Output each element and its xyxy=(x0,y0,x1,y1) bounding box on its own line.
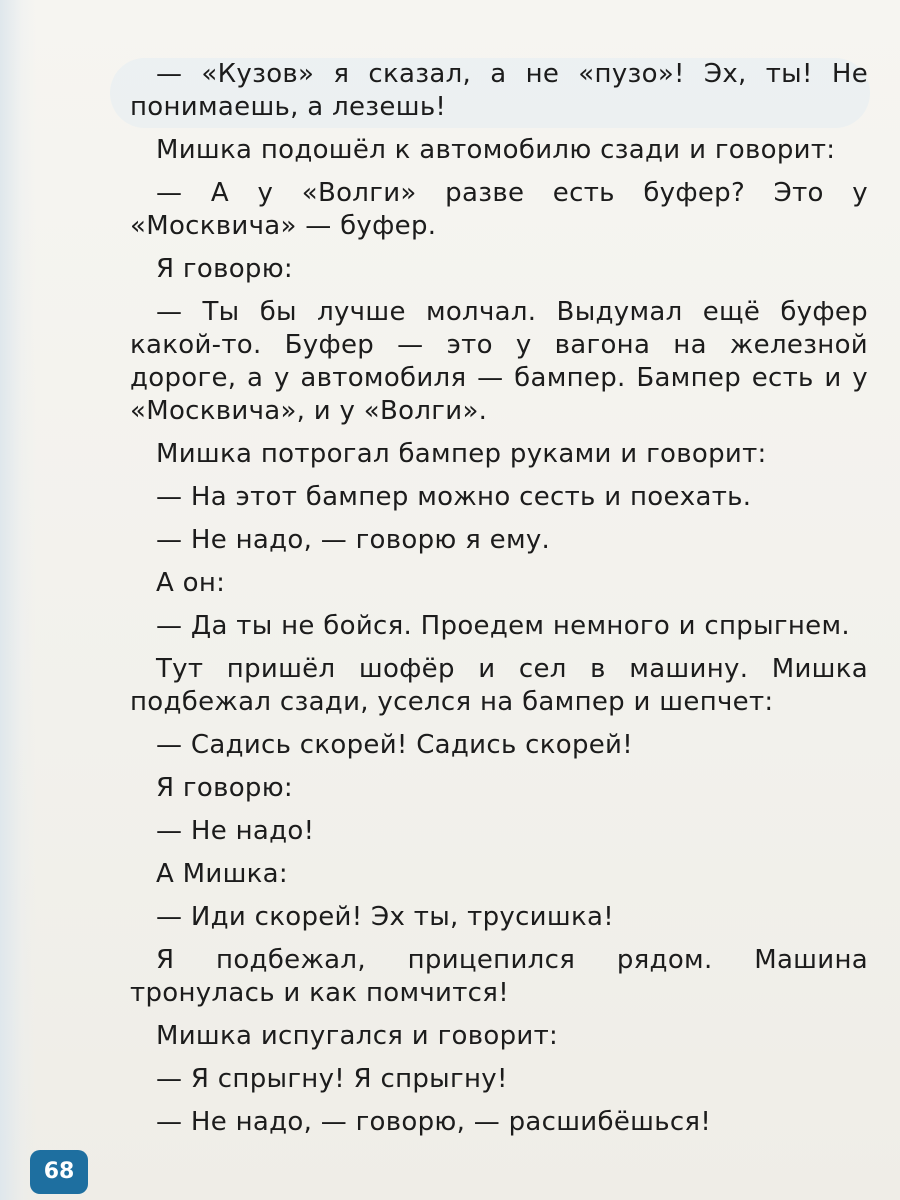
paragraph: Я говорю: xyxy=(156,254,293,284)
paragraph: Тут пришёл шофёр и сел в машину. Мишка подбежал сзади, уселся на бампер и шепчет: xyxy=(130,654,868,717)
paragraph: — Да ты не бойся. Проедем немного и спрыгнем. xyxy=(156,611,850,641)
paragraph: А он: xyxy=(156,568,226,598)
paragraph: Я подбежал, прицепился рядом. Машина тронулась и как помчится! xyxy=(130,945,868,1008)
page-number-badge: 68 xyxy=(30,1150,88,1194)
page-edge-shadow xyxy=(0,0,36,1200)
paragraph: — А у «Волги» разве есть буфер? Это у «Москвича» — буфер. xyxy=(130,178,868,241)
paragraph: — Я спрыгну! Я спрыгну! xyxy=(156,1064,508,1094)
paragraph: А Мишка: xyxy=(156,859,288,889)
paragraph: — Иди скорей! Эх ты, трусишка! xyxy=(156,902,614,932)
paragraph: — Садись скорей! Садись скорей! xyxy=(156,730,633,760)
paragraph: Я говорю: xyxy=(156,773,293,803)
paragraph: — Не надо, — говорю, — расшибёшься! xyxy=(156,1107,712,1137)
paragraph: — «Кузов» я сказал, а не «пузо»! Эх, ты! Не понимаешь, а лезешь! xyxy=(130,59,868,122)
paragraph: — Не надо, — говорю я ему. xyxy=(156,525,551,555)
paragraph: Мишка подошёл к автомобилю сзади и говорит: xyxy=(156,135,836,165)
paragraph: — Не надо! xyxy=(156,816,315,846)
paragraph: Мишка потрогал бампер руками и говорит: xyxy=(156,439,767,469)
paragraph: Мишка испугался и говорит: xyxy=(156,1021,559,1051)
story-text xyxy=(130,58,868,1149)
paragraph: — Ты бы лучше молчал. Выдумал ещё буфер какой-то. Буфер — это у вагона на железной дороге, а у автомобиля — бампер. Бампер есть и у «Москвича», и у «Волги». xyxy=(130,297,868,426)
paragraph: — На этот бампер можно сесть и поехать. xyxy=(156,482,752,512)
